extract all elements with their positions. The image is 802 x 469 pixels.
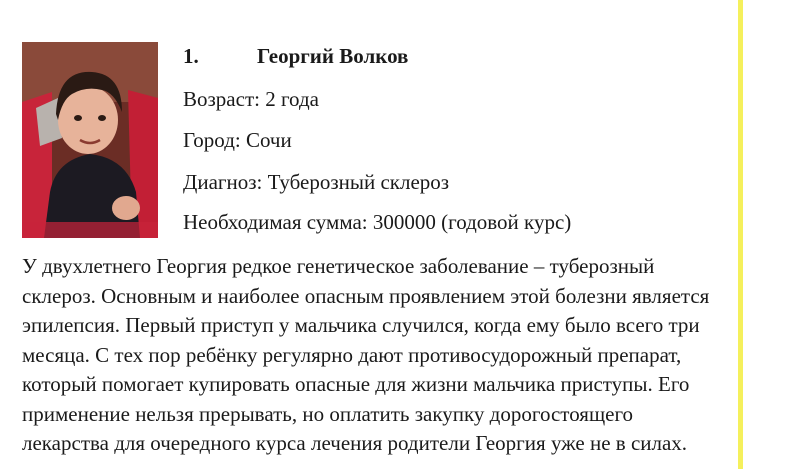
patient-story bbox=[22, 252, 762, 459]
patient-name: Георгий Волков bbox=[257, 44, 409, 68]
patient-age: Возраст: 2 года bbox=[183, 87, 319, 111]
patient-diagnosis: Диагноз: Туберозный склероз bbox=[183, 170, 450, 194]
story-line: месяца. С тех пор ребёнку регулярно дают противосудорожный препарат, bbox=[22, 342, 682, 367]
story-line: эпилепсия. Первый приступ у мальчика случился, когда ему было всего три bbox=[22, 313, 700, 337]
patient-heading bbox=[183, 46, 408, 67]
story-line: склероз. Основным и наиболее опасным проявлением этой болезни является bbox=[22, 283, 710, 308]
child-photo bbox=[22, 42, 158, 238]
story-line: который помогает купировать опасные для жизни мальчика приступы. Его bbox=[22, 372, 690, 396]
child-portrait-image bbox=[22, 42, 158, 238]
patient-city: Город: Сочи bbox=[183, 128, 292, 152]
required-amount: Необходимая сумма: 300000 (годовой курс) bbox=[183, 210, 572, 234]
story-line: применение нельзя прерывать, но оплатить закупку дорогостоящего bbox=[22, 401, 634, 426]
story-line: лекарства для очередного курса лечения родители Георгия уже не в силах. bbox=[22, 431, 688, 455]
highlight-marker-line bbox=[738, 0, 743, 469]
story-line: У двухлетнего Георгия редкое генетическое заболевание – туберозный bbox=[22, 254, 655, 278]
patient-number: 1. bbox=[183, 44, 199, 68]
